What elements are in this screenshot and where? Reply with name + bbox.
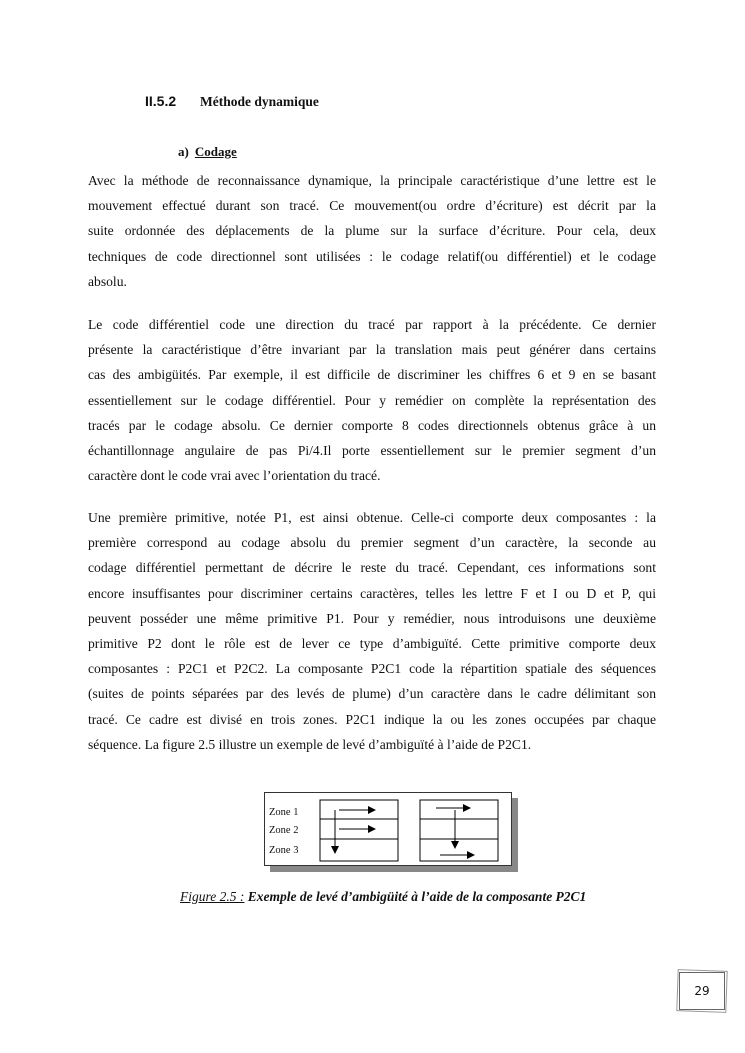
- text-line: codage différentiel permettant de décrire le reste du tracé. Cependant, ces informations sont: [88, 560, 656, 576]
- paragraph: [88, 168, 656, 294]
- text-line: séquence. La figure 2.5 illustre un exemple de levé d’ambiguïté à l’aide de P2C1.: [88, 736, 532, 752]
- paragraph: [88, 505, 656, 757]
- paragraph: [88, 312, 656, 488]
- text-line: échantillonnage angulaire de pas Pi/4.Il porte essentiellement sur le premier segment d’un: [88, 442, 656, 458]
- figure-caption: [180, 889, 586, 905]
- figure-zones: [264, 792, 512, 866]
- text-line: Une première primitive, notée P1, est ainsi obtenue. Celle-ci comporte deux composantes : la: [88, 510, 656, 525]
- section-number: II.5.2: [145, 93, 177, 109]
- text-line: caractère dont le code vrai avec l’orientation du tracé.: [88, 468, 381, 484]
- zone-label: Zone 1: [269, 807, 299, 818]
- page-number: 29: [679, 972, 725, 1010]
- text-line: absolu.: [88, 273, 127, 289]
- subsection-heading: [178, 144, 237, 160]
- text-line: tracés par le codage absolu. Ce dernier comporte 8 codes directionnels obtenus grâce à un: [88, 417, 656, 433]
- section-title: Méthode dynamique: [200, 94, 319, 109]
- text-line: présente la caractéristique d’être invariant par la translation mais peut générer dans certains: [88, 342, 656, 358]
- text-line: première correspond au codage absolu du premier segment d’un caractère, la seconde au: [88, 535, 656, 551]
- subsection-title: Codage: [194, 144, 237, 159]
- text-line: Avec la méthode de reconnaissance dynamique, la principale caractéristique d’une lettre est le: [88, 173, 656, 188]
- zone-diagram: [265, 793, 511, 865]
- text-line: essentiellement sur le codage différentiel. Pour y remédier on complète la représentation des: [88, 392, 656, 408]
- subsection-marker: a): [178, 144, 189, 159]
- text-line: tracé. Ce cadre est divisé en trois zones. P2C1 indique la ou les zones occupées par chaque: [88, 711, 656, 727]
- text-line: cas des ambigüités. Par exemple, il est difficile de discriminer les chiffres 6 et 9 en se basant: [88, 367, 656, 383]
- zone-label: Zone 3: [269, 845, 299, 856]
- zone-label: Zone 2: [269, 825, 299, 836]
- text-line: suite ordonnée des déplacements de la plume sur la surface d’écriture. Pour cela, deux: [88, 223, 656, 239]
- caption-label: Figure 2.5 :: [180, 889, 245, 904]
- text-line: encore insuffisantes pour discriminer certains caractères, telles les lettre F et I ou D et P, qui: [88, 585, 656, 601]
- text-line: mouvement effectué durant son tracé. Ce mouvement(ou ordre d’écriture) est décrit par la: [88, 198, 656, 214]
- text-line: composantes : P2C1 et P2C2. La composante P2C1 code la répartition spatiale des séquences: [88, 661, 656, 677]
- text-line: primitive P2 dont le rôle est de lever ce type d’ambiguïté. Cette primitive comporte deux: [88, 635, 656, 651]
- text-line: Le code différentiel code une direction du tracé par rapport à la précédente. Ce dernier: [88, 317, 656, 332]
- caption-text: Exemple de levé d’ambigüité à l’aide de la composante P2C1: [244, 889, 587, 904]
- text-line: (suites de points séparées par des levés de plume) d’un caractère dans le cadre délimitant son: [88, 686, 656, 702]
- text-line: techniques de code directionnel sont utilisées : le codage relatif(ou différentiel) et le codage: [88, 248, 656, 264]
- text-line: peuvent posséder une même primitive P1. Pour y remédier, nous introduisons une deuxième: [88, 610, 656, 626]
